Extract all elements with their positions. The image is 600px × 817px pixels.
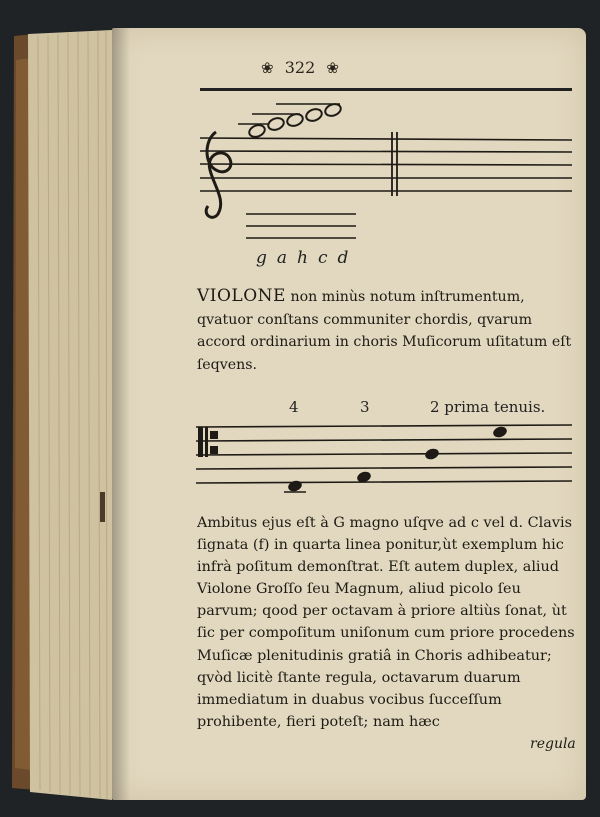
ornament-right-icon: ❀ [326, 59, 339, 77]
string-number-2-label: 2 prima tenuis. [430, 398, 546, 416]
lead-word: VIOLONE [197, 286, 286, 306]
ornament-left-icon: ❀ [261, 59, 274, 77]
catchword: regula [530, 736, 576, 752]
paragraph-text: non minùs notum inſtrumentum, qvatuor conſtans communiter chordis, qvarum accord ordinarium in choris Muſicorum uſitatum eſt ſeqvens. [197, 289, 572, 373]
note-letter: d [337, 248, 359, 268]
note-letter: a [276, 248, 298, 268]
page-number: 322 [284, 58, 316, 77]
bass-clef-icon [198, 427, 218, 457]
note-letter: g [256, 248, 277, 268]
string-number-4: 4 [289, 398, 299, 416]
ambitus-paragraph: Ambitus ejus eſt à G magno uſqve ad c vel d. Clavis ſignata (f) in quarta linea ponitur,ùt exemplum hic infrà poſitum demonſtrat. Eſt autem duplex, aliud Violone Groſſo ſeu Magnum, aliud picolo ſeu parvum; qood per octavam à priore altiùs ſonat, ùt ſic per compoſitum uniſonum cum priore procedens Muſicæ plenitudinis gratiâ in Choris adhibeatur; qvòd licitè ſtante regula, octavarum duarum immediatum in duabus vocibus ſucceſſum prohibente, fieri poteſt; nam hæc [197, 515, 575, 730]
note-letter: h [297, 248, 318, 268]
note-letter: c [317, 248, 338, 268]
string-number-3: 3 [360, 398, 370, 416]
